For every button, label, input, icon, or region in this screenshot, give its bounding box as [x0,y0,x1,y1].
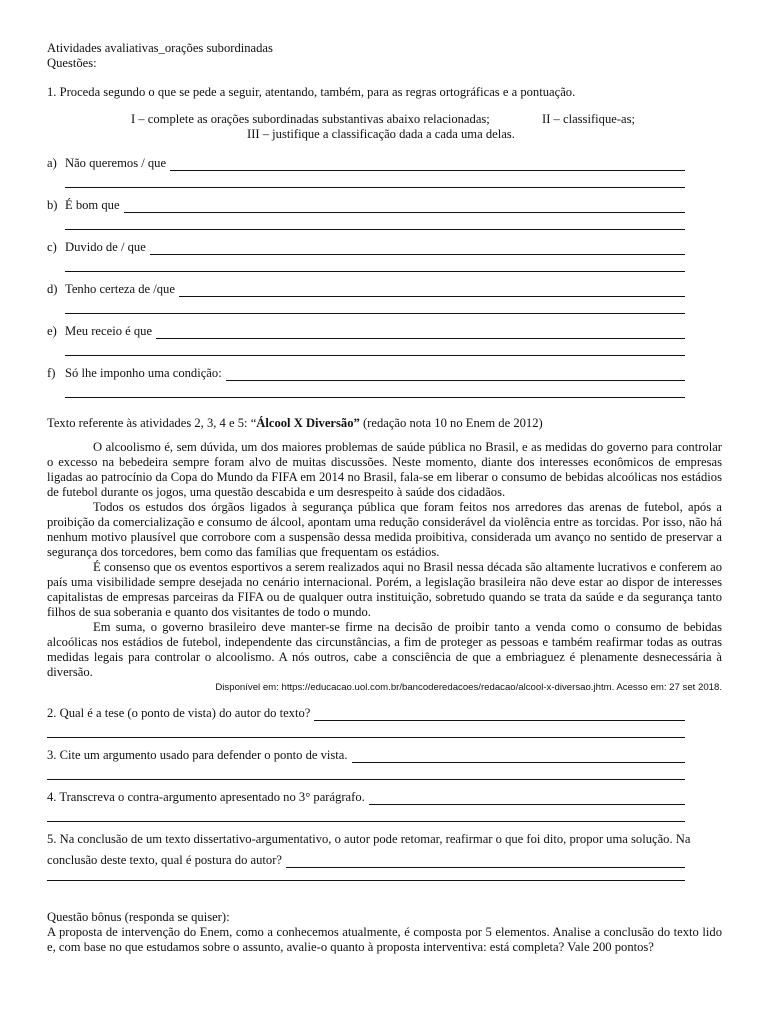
question-1-prompt: 1. Proceda segundo o que se pede a seguir, atentando, também, para as regras ortográficas e a pontuação. [47,85,576,99]
item-marker: a) [47,156,57,170]
answer-line[interactable] [179,285,685,297]
question-4 [47,790,722,832]
answer-line[interactable] [156,327,685,339]
bonus-question [47,910,722,955]
essay-paragraph: Em suma, o governo brasileiro deve manter-se firme na decisão de proibir tanto a venda como o consumo de bebidas alcoólicas nos estádios de futebol, independente das circunstâncias, a fim de proteger as pessoas e também reafirmar todas as outras medidas legais para controlar o alcoolismo. A nós outros, cabe a consciência de que a embriaguez é plenamente desnecessária à diversão. [47,620,722,679]
answer-line[interactable] [65,229,685,230]
question-5 [47,832,722,888]
questions-section [47,706,722,888]
essay-paragraph: É consenso que os eventos esportivos a serem realizados aqui no Brasil nessa década são altamente lucrativos e conferem ao país uma visibilidade sempre desejada no cenário internacional. Porém, a legislação brasileira não deve estar ao dispor de interesses capitalistas de empresas parceiras da FIFA ou de qualquer outra instituição, sobretudo quando se trata da saúde e da segurança tanto filhos de sua soberania e quanto dos visitantes de todo o mundo. [47,560,722,619]
instruction-1: I – complete as orações subordinadas substantivas abaixo relacionadas; [131,112,490,126]
worksheet-subtitle: Questões: [47,56,97,70]
question-1-items [47,156,722,408]
worksheet-header [47,41,722,71]
text-reference-note: (redação nota 10 no Enem de 2012) [359,416,543,430]
question-1-instructions [47,112,722,142]
answer-line[interactable] [47,821,685,822]
item-text: Duvido de / que [65,240,146,254]
answer-line[interactable] [226,369,685,381]
answer-line[interactable] [65,397,685,398]
essay-title: Álcool X Diversão” [256,416,360,430]
list-item [47,282,722,324]
item-marker: b) [47,198,58,212]
worksheet-page [47,41,722,955]
answer-line[interactable] [47,779,685,780]
answer-line[interactable] [369,793,685,805]
bonus-text: A proposta de intervenção do Enem, como a conhecemos atualmente, é composta por 5 elementos. Analise a conclusão do texto lido e, com base no que estudamos sobre o assunto, avalie-o quanto à proposta interventiva: está completa? Vale 200 pontos? [47,925,722,954]
question-text: 4. Transcreva o contra-argumento apresentado no 3° parágrafo. [47,790,365,804]
item-text: É bom que [65,198,120,212]
item-text: Tenho certeza de /que [65,282,175,296]
essay-paragraph: Todos os estudos dos órgãos ligados à segurança pública que foram feitos nos arredores das arenas de futebol, após a proibição da comercialização e consumo de álcool, apontam uma redução considerável da violência entre as torcidas. Por isso, não há nenhum motivo plausível que corrobore com a suspensão dessa medida proibitiva, considerada um avanço no sentido de preservar a segurança dos torcedores, bem como das famílias que frequentam os estádios. [47,500,722,559]
text-reference [47,416,722,431]
instruction-3: III – justifique a classificação dada a cada uma delas. [247,127,515,141]
list-item [47,324,722,366]
text-reference-intro: Texto referente às atividades 2, 3, 4 e 5: “ [47,416,257,430]
answer-line[interactable] [314,709,685,721]
item-marker: c) [47,240,57,254]
instruction-2: II – classifique-as; [542,112,636,126]
source-citation: Disponível em: https://educacao.uol.com.br/bancoderedacoes/redacao/alcool-x-diversao.jhtm. Acesso em: 27 set 2018. [215,682,722,693]
item-text: Meu receio é que [65,324,153,338]
essay-text [47,440,722,680]
item-marker: e) [47,324,57,338]
answer-line[interactable] [47,880,685,881]
answer-line[interactable] [150,243,685,255]
list-item [47,156,722,198]
answer-line[interactable] [286,856,685,868]
question-3 [47,748,722,790]
answer-line[interactable] [352,751,685,763]
list-item [47,240,722,282]
item-marker: f) [47,366,56,380]
item-text: Só lhe imponho uma condição: [65,366,222,380]
answer-line[interactable] [65,313,685,314]
answer-line[interactable] [124,201,685,213]
answer-line[interactable] [170,159,685,171]
answer-line[interactable] [65,187,685,188]
question-2 [47,706,722,748]
question-text: 5. Na conclusão de um texto dissertativo-argumentativo, o autor pode retomar, reafirmar o que foi dito, propor uma solução. Na [47,832,691,846]
item-marker: d) [47,282,58,296]
item-text: Não queremos / que [65,156,167,170]
answer-line[interactable] [47,737,685,738]
essay-paragraph: O alcoolismo é, sem dúvida, um dos maiores problemas de saúde pública no Brasil, e as medidas do governo para controlar o excesso na bebedeira sempre foram alvo de muitas discussões. Neste momento, diante dos interesses econômicos de empresas ligadas ao patrocínio da Copa do Mundo da FIFA em 2014 no Brasil, fala-se em liberar o consumo de bebidas alcoólicas nos estádios de futebol durante os jogos, uma questão descabida e um desrespeito à saúde dos cidadãos. [47,440,722,499]
worksheet-title: Atividades avaliativas_orações subordinadas [47,41,273,55]
list-item [47,198,722,240]
bonus-title: Questão bônus (responda se quiser): [47,910,230,924]
answer-line[interactable] [65,271,685,272]
question-text: 3. Cite um argumento usado para defender o ponto de vista. [47,748,348,762]
question-text: conclusão deste texto, qual é postura do autor? [47,853,283,867]
answer-line[interactable] [65,355,685,356]
question-text: 2. Qual é a tese (o ponto de vista) do autor do texto? [47,706,311,720]
list-item [47,366,722,408]
